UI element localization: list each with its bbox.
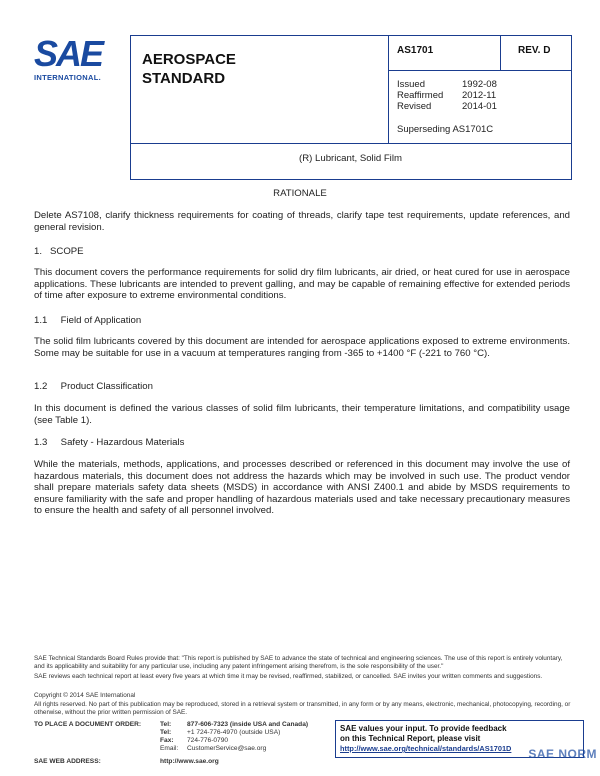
footer-review: SAE reviews each technical report at least every five years at which time it may be revised, reaffirmed, stabilized, or cancelled. SAE invites your written comments and suggestions.: [34, 673, 543, 680]
tel2-label: Tel:: [160, 729, 172, 736]
section-1-2-heading: 1.2 Product Classification: [34, 381, 153, 392]
header-divider-h2: [130, 143, 571, 144]
web-address-label: SAE WEB ADDRESS:: [34, 758, 101, 765]
section-1-3-text: While the materials, methods, applications, and processes described or referenced in this document may involve the use of hazardous materials, this document does not address the hazards which may be involved in such use. The product vendor shall prepare materials safety data sheets (MSDS) in accordance with ANSI Z400.1 and abide by MSDS requirements to ensure familiarity with the safe and proper handling of hazardous materials used and take necessary precautionary measures to ensure the health and safety of all personnel involved.: [34, 459, 570, 517]
feedback-link[interactable]: http://www.sae.org/technical/standards/AS1701D: [340, 744, 512, 753]
feedback-line-1: SAE values your input. To provide feedback: [340, 724, 507, 733]
standard-type-title: [142, 50, 236, 88]
revised-label: Revised: [397, 101, 432, 112]
document-title: (R) Lubricant, Solid Film: [299, 153, 402, 164]
revision: REV. D: [518, 45, 551, 56]
sae-norm-watermark-text: SAE NORM: [528, 747, 597, 761]
order-label: TO PLACE A DOCUMENT ORDER:: [34, 721, 142, 728]
title-line-1: AEROSPACE: [142, 51, 236, 68]
section-1-3-heading: 1.3 Safety - Hazardous Materials: [34, 437, 185, 448]
web-address-link[interactable]: http://www.sae.org: [160, 758, 219, 765]
reaffirmed-value: 2012-11: [462, 90, 497, 101]
header-divider-h1: [388, 70, 571, 71]
email-value[interactable]: CustomerService@sae.org: [187, 745, 267, 752]
footer-copyright: Copyright © 2014 SAE International: [34, 692, 136, 699]
header-divider-v1: [388, 35, 389, 143]
section-1-heading: 1. SCOPE: [34, 246, 84, 257]
footer-disclaimer: SAE Technical Standards Board Rules provide that: "This report is published by SAE to advance the state of technical and engineering sciences. The use of this report is entirely voluntary, and its applicability and suitability for any particular use, including any patent infringement arising therefrom, is the sole responsibility of the user.": [34, 655, 563, 670]
rationale-heading: RATIONALE: [273, 188, 327, 199]
revised-value: 2014-01: [462, 101, 497, 112]
issued-label: Issued: [397, 79, 425, 90]
section-1-1-heading: 1.1 Field of Application: [34, 315, 142, 326]
sae-logo-mark: SAE: [34, 33, 103, 74]
tel-value: 877-606-7323 (inside USA and Canada): [187, 721, 309, 728]
email-label: Email:: [160, 745, 179, 752]
reaffirmed-label: Reaffirmed: [397, 90, 444, 101]
doc-number: AS1701: [397, 45, 434, 56]
section-1-1-text: The solid film lubricants covered by this document are intended for aerospace applications exposed to extreme environments. Some may be suitable for use in a vacuum at temperatures ranging from -365 to +1400 °F (-221 to 760 °C).: [34, 336, 570, 359]
issued-value: 1992-08: [462, 79, 497, 90]
footer-rights: All rights reserved. No part of this publication may be reproduced, stored in a retrieval system or transmitted, in any form or by any means, electronic, mechanical, photocopying, recording, or otherwise, without the prior written permission of SAE.: [34, 701, 571, 716]
section-1-2-text: In this document is defined the various classes of solid film lubricants, their temperature limitations, and compatibility usage (see Table 1).: [34, 403, 570, 426]
superseding: Superseding AS1701C: [397, 124, 494, 135]
tel2-value: +1 724-776-4970 (outside USA): [187, 729, 281, 736]
rationale-text: Delete AS7108, clarify thickness requirements for coating of threads, clarify tape test requirements, update references, and general revision.: [34, 210, 570, 233]
sae-norm-watermark: [505, 747, 597, 773]
section-1-text: This document covers the performance requirements for solid dry film lubricants, air dried, or heat cured for use in aerospace applications. These lubricants are intended to prevent galling, and may be capable of remaining effective for extended periods of time after exposure to extreme environmental conditions.: [34, 267, 570, 302]
sae-logo-subtitle: INTERNATIONAL.: [34, 73, 101, 82]
fax-value: 724-776-0790: [187, 737, 229, 744]
fax-label: Fax:: [160, 737, 174, 744]
title-line-2: STANDARD: [142, 70, 226, 87]
sae-logo: [34, 33, 114, 86]
header-divider-v2: [500, 35, 501, 70]
feedback-line-2: on this Technical Report, please visit: [340, 734, 481, 743]
tel-label: Tel:: [160, 721, 172, 728]
